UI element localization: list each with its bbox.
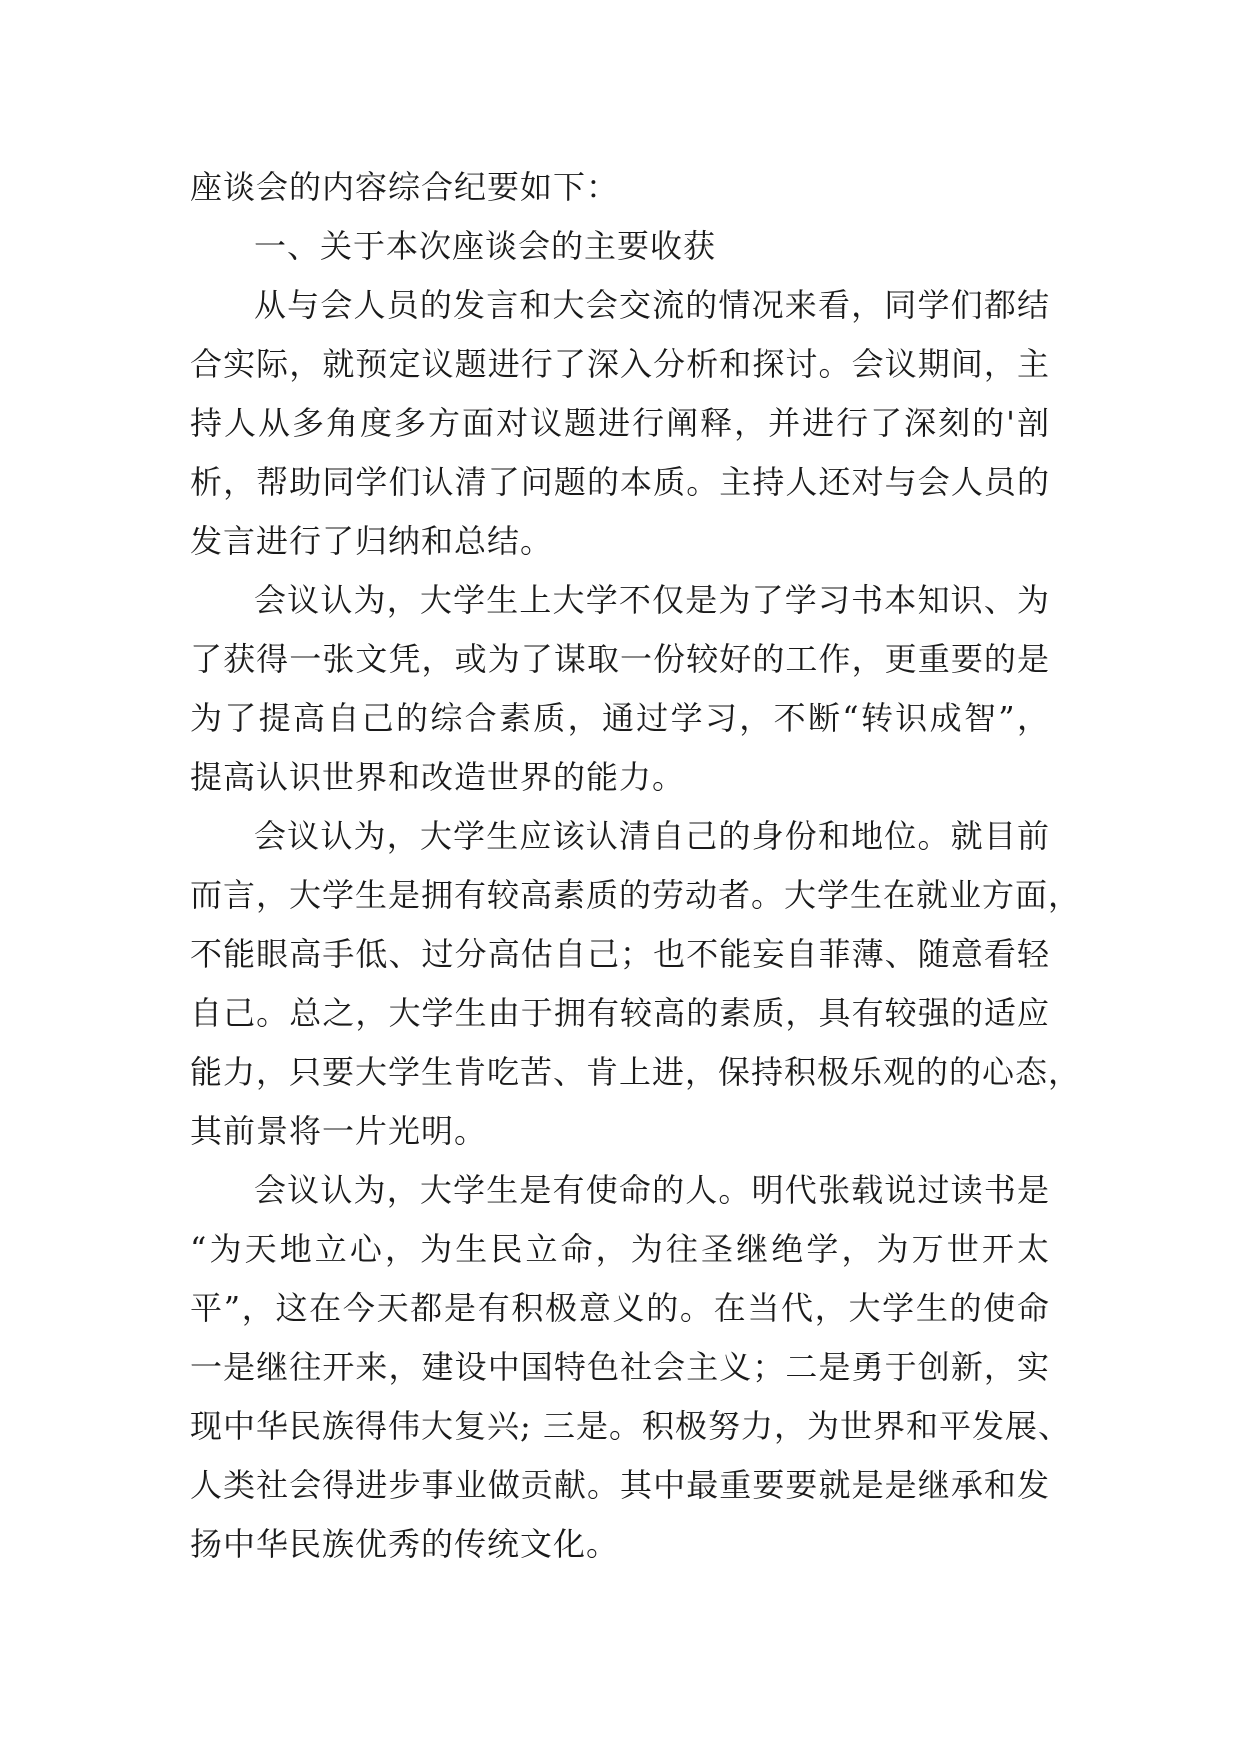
text-line: 平”，这在今天都是有积极意义的。在当代，大学生的使命 bbox=[190, 1289, 1050, 1327]
text-line: 自己。总之，大学生由于拥有较高的素质，具有较强的适应 bbox=[190, 994, 1050, 1032]
text-line: 提高认识世界和改造世界的能力。 bbox=[190, 758, 686, 796]
text-line: 会议认为，大学生应该认清自己的身份和地位。就目前 bbox=[254, 817, 1050, 855]
text-line: 不能眼高手低、过分高估自己；也不能妄自菲薄、随意看轻 bbox=[190, 935, 1050, 973]
text-line: 现中华民族得伟大复兴; 三是。积极努力，为世界和平发展、 bbox=[190, 1407, 1071, 1445]
text-line: 会议认为，大学生是有使命的人。明代张载说过读书是 bbox=[254, 1171, 1050, 1209]
text-line: 而言，大学生是拥有较高素质的劳动者。大学生在就业方面， bbox=[190, 876, 1082, 914]
text-line: 为了提高自己的综合素质，通过学习，不断“转识成智”， bbox=[190, 699, 1050, 737]
text-line: 发言进行了归纳和总结。 bbox=[190, 522, 554, 560]
text-line: 能力，只要大学生肯吃苦、肯上进，保持积极乐观的的心态， bbox=[190, 1053, 1082, 1091]
text-line: 了获得一张文凭，或为了谋取一份较好的工作，更重要的是 bbox=[190, 640, 1050, 678]
text-line: 持人从多角度多方面对议题进行阐释，并进行了深刻的'剖 bbox=[190, 404, 1050, 442]
text-line: 人类社会得进步事业做贡献。其中最重要要就是是继承和发 bbox=[190, 1466, 1050, 1504]
text-line: “为天地立心，为生民立命，为往圣继绝学，为万世开太 bbox=[190, 1230, 1050, 1268]
text-line: 会议认为，大学生上大学不仅是为了学习书本知识、为 bbox=[254, 581, 1050, 619]
section-heading: 一、关于本次座谈会的主要收获 bbox=[254, 227, 717, 265]
text-line: 析，帮助同学们认清了问题的本质。主持人还对与会人员的 bbox=[190, 463, 1050, 501]
text-line: 从与会人员的发言和大会交流的情况来看，同学们都结 bbox=[254, 286, 1050, 324]
text-line: 扬中华民族优秀的传统文化。 bbox=[190, 1525, 620, 1563]
text-line: 座谈会的内容综合纪要如下： bbox=[190, 168, 620, 206]
document-body bbox=[190, 158, 1082, 1574]
text-line: 一是继往开来，建设中国特色社会主义；二是勇于创新，实 bbox=[190, 1348, 1050, 1386]
text-line: 合实际，就预定议题进行了深入分析和探讨。会议期间，主 bbox=[190, 345, 1050, 383]
text-line: 其前景将一片光明。 bbox=[190, 1112, 488, 1150]
